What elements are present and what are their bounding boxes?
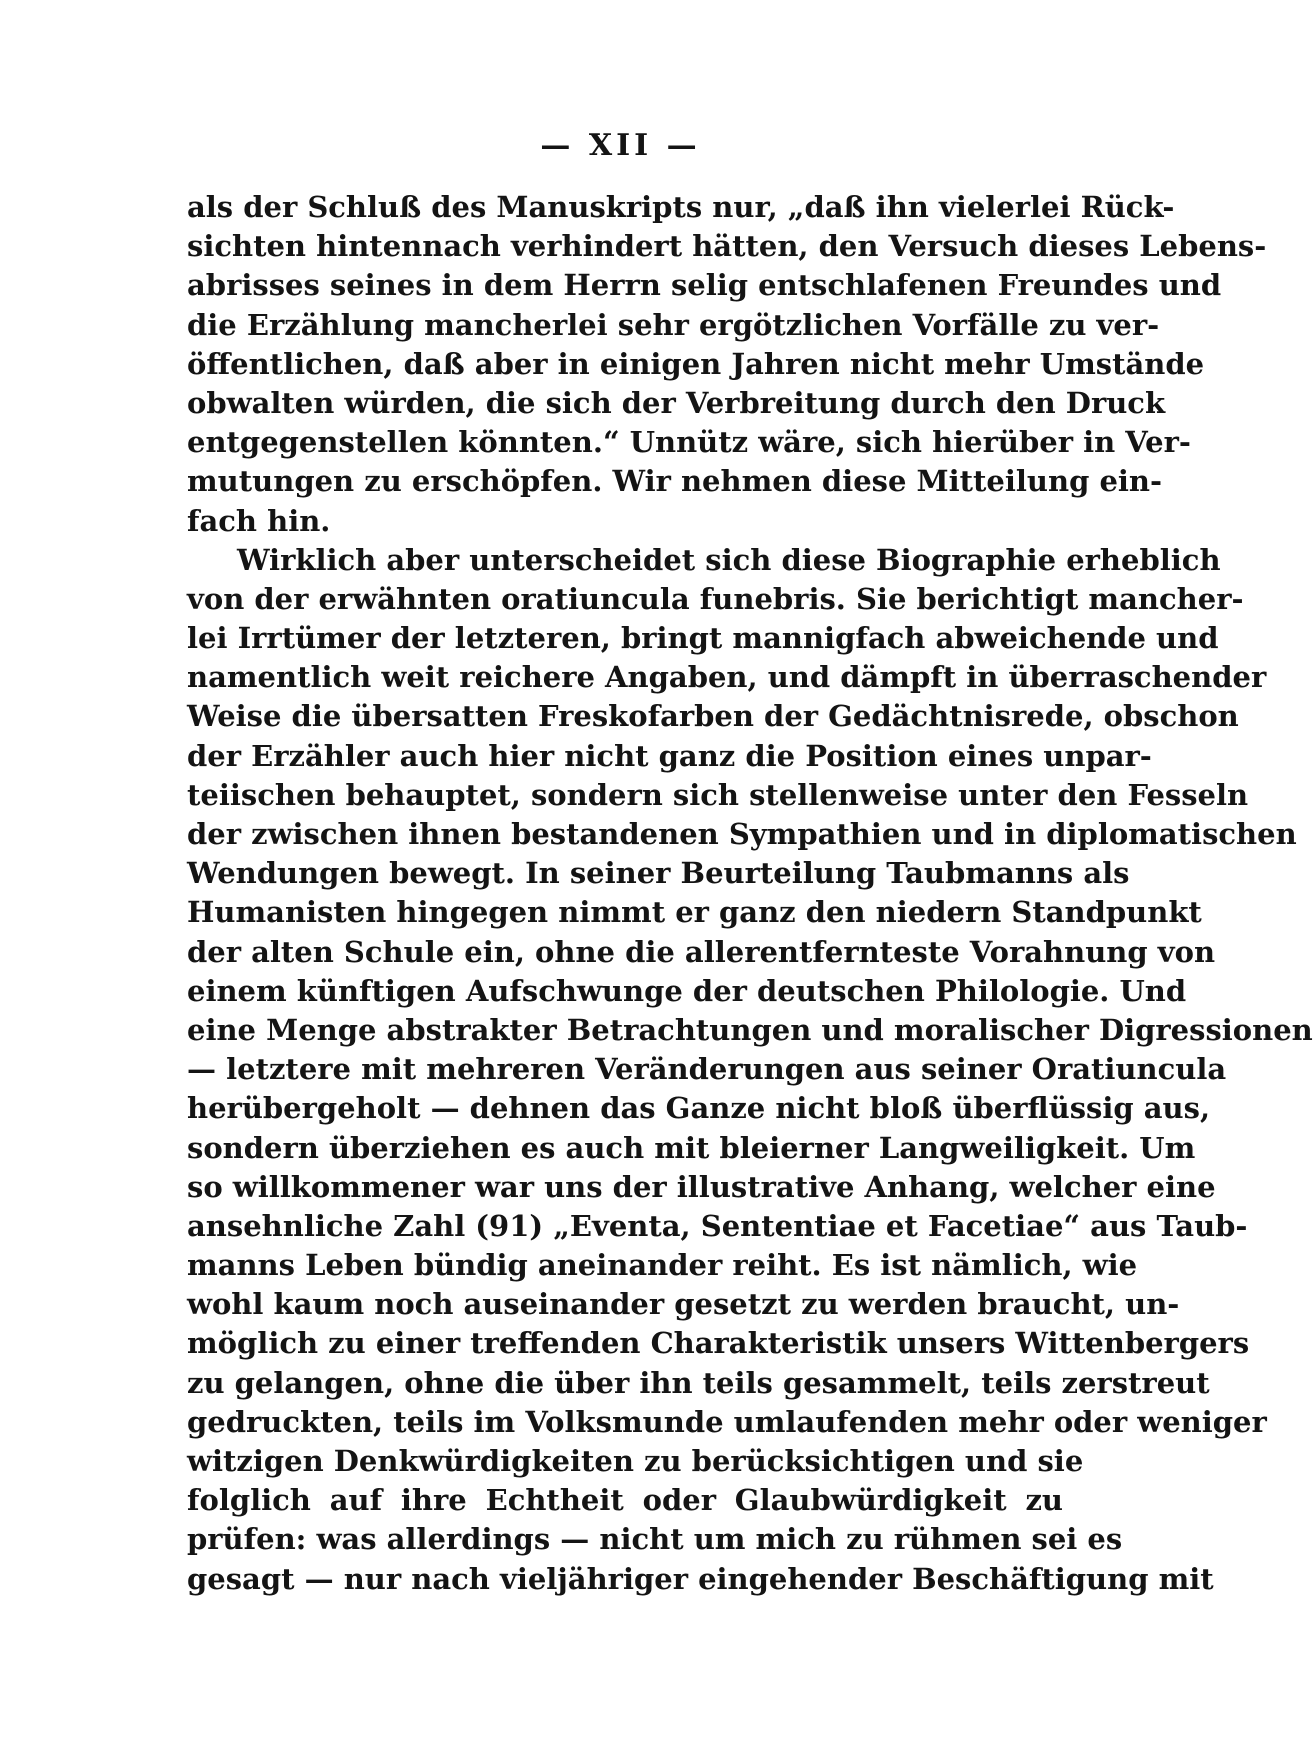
text-line: Humanisten hingegen nimmt er ganz den niedern Standpunkt (187, 895, 1202, 930)
text-line: folglich auf ihre Echtheit oder Glaubwürdigkeit zu (187, 1483, 1063, 1518)
text-line: der Erzähler auch hier nicht ganz die Position eines unpar- (187, 738, 1152, 773)
text-line: teiischen behauptet, sondern sich stellenweise unter den Fesseln (187, 777, 1249, 812)
paragraph-end-line: fach hin. (187, 503, 331, 538)
text-line: als der Schluß des Manuskripts nur, „daß ihn vielerlei Rück- (187, 190, 1175, 224)
text-line: — letztere mit mehreren Veränderungen aus seiner Oratiuncula (187, 1052, 1227, 1087)
text-line: der alten Schule ein, ohne die allerentfernteste Vorahnung von (187, 934, 1216, 969)
text-line: der zwischen ihnen bestandenen Sympathien und in diplomatischen (187, 817, 1297, 851)
text-line: Wendungen bewegt. In seiner Beurteilung Taubmanns als (187, 856, 1130, 891)
text-line: prüfen: was allerdings — nicht um mich zu rühmen sei es (187, 1522, 1123, 1557)
paragraph-start-line: Wirklich aber unterscheidet sich diese Biographie erheblich (237, 542, 1221, 577)
text-line: Weise die übersatten Freskofarben der Gedächtnisrede, obschon (187, 699, 1239, 734)
body-text (187, 188, 1313, 1599)
text-line: die Erzählung mancherlei sehr ergötzlichen Vorfälle zu ver- (187, 307, 1160, 342)
text-line: gesagt — nur nach vieljähriger eingehender Beschäftigung mit (187, 1561, 1214, 1596)
text-line: abrisses seines in dem Herrn selig entschlafenen Freundes und (187, 268, 1222, 303)
text-line: einem künftigen Aufschwunge der deutschen Philologie. Und (187, 973, 1187, 1008)
text-line: herübergeholt — dehnen das Ganze nicht bloß überflüssig aus, (187, 1091, 1211, 1126)
text-line: witzigen Denkwürdigkeiten zu berücksichtigen und sie (187, 1444, 1084, 1478)
text-line: mutungen zu erschöpfen. Wir nehmen diese Mitteilung ein- (187, 464, 1163, 499)
text-line: manns Leben bündig aneinander reiht. Es ist nämlich, wie (187, 1248, 1138, 1283)
text-line: lei Irrtümer der letzteren, bringt mannigfach abweichende und (187, 621, 1219, 656)
text-line: von der erwähnten oratiuncula funebris. Sie berichtigt mancher- (187, 581, 1244, 616)
text-line: möglich zu einer treffenden Charakteristik unsers Wittenbergers (187, 1326, 1250, 1361)
text-line: ansehnliche Zahl (91) „Eventa, Sententiae et Facetiae“ aus Taub- (187, 1208, 1248, 1243)
page-number: — XII — (540, 128, 701, 163)
text-line: wohl kaum noch auseinander gesetzt zu werden braucht, un- (187, 1287, 1180, 1322)
text-line: gedruckten, teils im Volksmunde umlaufenden mehr oder weniger (187, 1404, 1267, 1439)
text-line: zu gelangen, ohne die über ihn teils gesammelt, teils zerstreut (187, 1365, 1210, 1400)
text-line: obwalten würden, die sich der Verbreitung durch den Druck (187, 385, 1166, 420)
text-line: eine Menge abstrakter Betrachtungen und moralischer Digressionen (187, 1012, 1313, 1047)
text-line: so willkommener war uns der illustrative Anhang, welcher eine (187, 1169, 1216, 1204)
text-line: namentlich weit reichere Angaben, und dämpft in überraschender (187, 660, 1267, 695)
text-line: öffentlichen, daß aber in einigen Jahren nicht mehr Umstände (187, 346, 1205, 381)
text-line: sondern überziehen es auch mit bleierner Langweiligkeit. Um (187, 1130, 1196, 1165)
text-line: entgegenstellen könnten.“ Unnütz wäre, sich hierüber in Ver- (187, 425, 1191, 460)
text-line: sichten hintennach verhindert hätten, den Versuch dieses Lebens- (187, 229, 1267, 264)
